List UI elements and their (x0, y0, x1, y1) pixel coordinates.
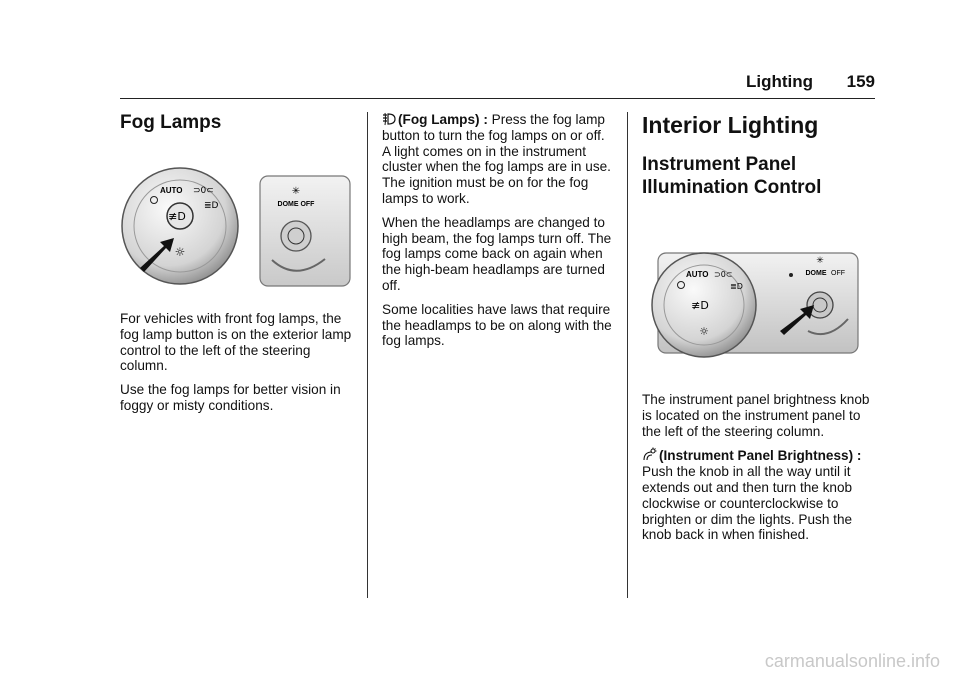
svg-text:☼: ☼ (699, 325, 709, 338)
svg-text:≢D: ≢D (168, 210, 186, 223)
svg-text:≢D: ≢D (691, 299, 709, 312)
fog-lamps-text: Press the fog lamp button to turn the fog lamps on or off. A light comes on in the instrument cluster when the fog lamps are in use. The ignition must be on for the fog lamps to work. (382, 112, 611, 206)
column-1 (120, 112, 352, 422)
fog-paragraph-2: Use the fog lamps for better vision in foggy or misty conditions. (120, 382, 341, 413)
fog-lamp-icon (382, 112, 396, 126)
instrument-panel-control-illustration (648, 249, 868, 364)
off-label: OFF (831, 270, 845, 277)
ip-brightness-label: (Instrument Panel Brightness) : (659, 448, 862, 464)
svg-text:⊃0⊂: ⊃0⊂ (714, 270, 733, 279)
fog-lamps-heading: Fog Lamps (120, 112, 222, 133)
fog-paragraph-1: For vehicles with front fog lamps, the fog lamp button is on the exterior lamp control to the left of the steering column. (120, 311, 352, 374)
ip-brightness-text: Push the knob in all the way until it extends out and then turn the knob clockwise or counterclockwise to brighten or dim the lights. Push the knob back in when finished. (642, 464, 853, 543)
running-header (120, 70, 875, 99)
auto-label: AUTO (160, 186, 183, 195)
column-divider (627, 112, 628, 598)
column-divider (367, 112, 368, 598)
svg-text:✳: ✳ (816, 256, 824, 266)
ip-paragraph-1: The instrument panel brightness knob is located on the instrument panel to the left of the steering column. (642, 392, 870, 439)
instrument-panel-brightness-icon (642, 447, 657, 462)
exterior-lamp-control-illustration (120, 164, 352, 289)
page-number: 159 (846, 72, 875, 91)
column-2 (382, 112, 614, 357)
svg-text:✳: ✳ (291, 186, 301, 197)
column-3 (642, 112, 876, 551)
instrument-panel-heading: Instrument Panel Illumination Control (642, 154, 822, 198)
fog-paragraph-5: Some localities have laws that require the headlamps to be on along with the fog lamps. (382, 301, 612, 349)
auto-label: AUTO (686, 270, 709, 279)
fog-paragraph-4: When the headlamps are changed to high beam, the fog lamps turn off. The fog lamps come back on again when the high-beam headlamps are turned off. (382, 214, 612, 293)
dome-label: DOME (805, 270, 827, 277)
svg-text:☼: ☼ (174, 245, 186, 259)
fog-paragraph-3 (382, 112, 614, 207)
header-section-title: Lighting (745, 72, 813, 91)
fog-lamps-label: (Fog Lamps) : (398, 112, 488, 127)
interior-lighting-heading: Interior Lighting (642, 112, 819, 138)
svg-text:≣D: ≣D (730, 282, 743, 291)
watermark: carmanualsonline.info (764, 651, 940, 671)
ip-paragraph-2 (642, 447, 876, 543)
svg-text:≣D: ≣D (204, 201, 219, 211)
svg-text:⊃0⊂: ⊃0⊂ (193, 186, 214, 196)
dome-off-label: DOME OFF (277, 201, 315, 208)
